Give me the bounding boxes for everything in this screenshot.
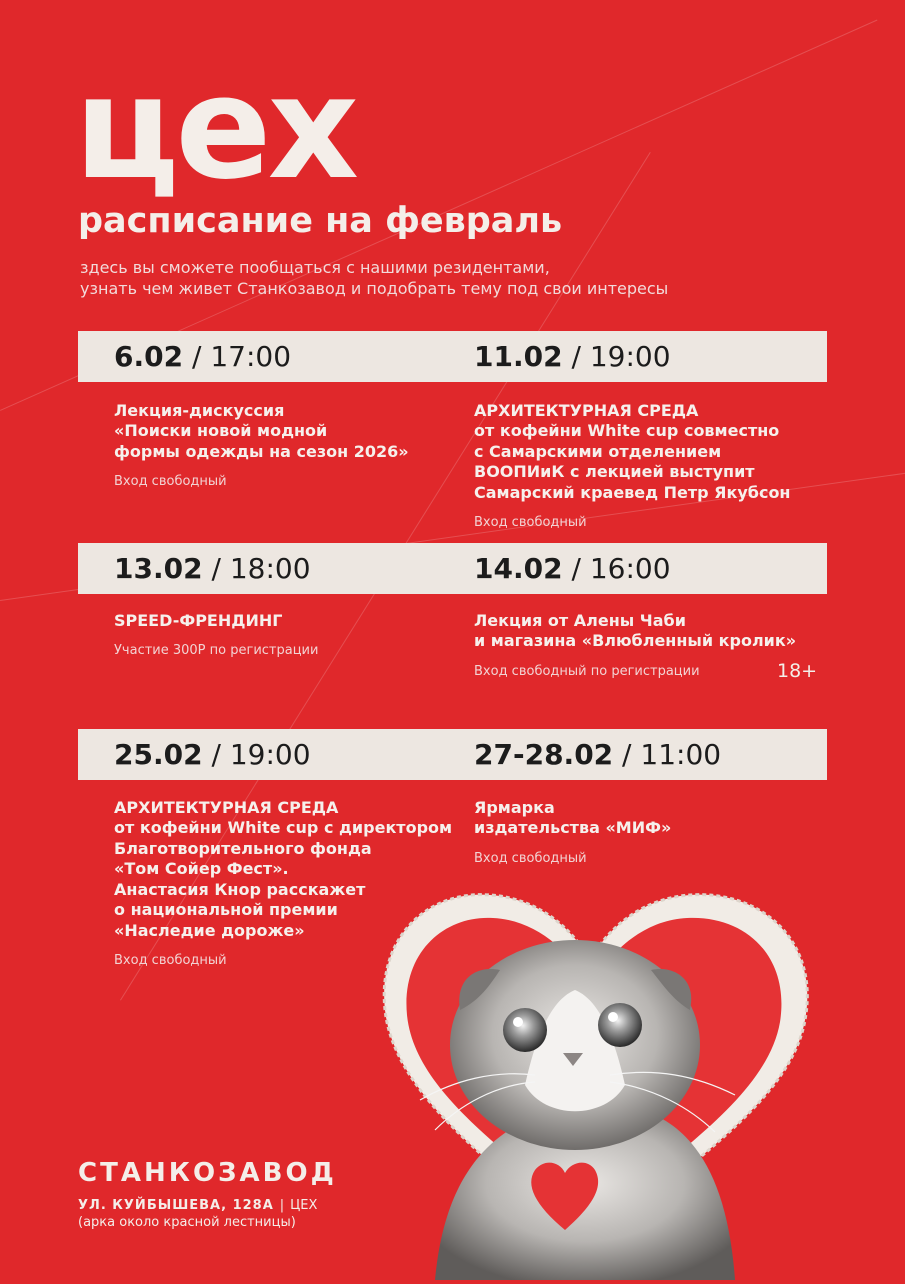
schedule-subtitle: расписание на февраль xyxy=(78,201,563,241)
intro-text: здесь вы сможете пообщаться с нашими резидентами, узнать чем живет Станкозавод и подобрать тему под свои интересы xyxy=(80,258,669,298)
event-entry-note: Вход свободный по регистрации xyxy=(474,663,700,679)
cat-eye xyxy=(503,1008,547,1052)
age-rating-badge: 18+ xyxy=(777,660,818,682)
event-time: / 16:00 xyxy=(562,552,671,585)
brand-title: цех xyxy=(74,46,356,211)
event-card xyxy=(114,611,454,659)
event-title: Лекция от Алены Чаби и магазина «Влюбленный кролик» xyxy=(474,611,797,651)
event-datetime xyxy=(114,729,311,780)
event-card xyxy=(474,798,814,867)
event-date: 11.02 xyxy=(474,340,563,373)
event-date: 25.02 xyxy=(114,738,203,771)
event-entry-note: Вход свободный xyxy=(114,953,227,969)
event-date: 6.02 xyxy=(114,340,184,373)
address xyxy=(78,1198,317,1232)
event-date: 13.02 xyxy=(114,552,203,585)
event-datetime xyxy=(114,543,311,594)
event-time: / 18:00 xyxy=(202,552,311,585)
footer-brand: СТАНКОЗАВОД xyxy=(78,1158,337,1188)
address-separator: | xyxy=(279,1198,285,1213)
event-datetime xyxy=(474,729,721,780)
address-place: ЦЕХ xyxy=(290,1198,318,1213)
event-date: 27-28.02 xyxy=(474,738,614,771)
event-entry-note: Участие 300Р по регистрации xyxy=(114,643,319,659)
event-title: АРХИТЕКТУРНАЯ СРЕДА от кофейни White cup с директором Благотворительного фонда «Том Сойер Фест». Анастасия Кнор расскажет о национальной премии «Наследие дороже» xyxy=(114,798,453,940)
event-date: 14.02 xyxy=(474,552,563,585)
event-time: / 19:00 xyxy=(562,340,671,373)
event-title: Лекция-дискуссия «Поиски новой модной формы одежды на сезон 2026» xyxy=(114,401,409,461)
event-datetime xyxy=(474,543,671,594)
event-time: / 11:00 xyxy=(613,738,722,771)
event-datetime xyxy=(114,331,291,382)
address-hint: (арка около красной лестницы) xyxy=(78,1214,296,1230)
event-entry-note: Вход свободный xyxy=(474,515,587,531)
event-entry-note: Вход свободный xyxy=(114,474,227,490)
cat-eye xyxy=(598,1003,642,1047)
event-card xyxy=(114,401,454,490)
cat-heart-icon xyxy=(375,870,905,1280)
event-title: АРХИТЕКТУРНАЯ СРЕДА от кофейни White cup совместно с Самарскими отделением ВООПИиК с лекцией выступит Самарский краевед Петр Якубсон xyxy=(474,401,791,502)
event-time: / 17:00 xyxy=(183,340,292,373)
cat-in-heart-frame-illustration xyxy=(375,870,905,1280)
event-entry-note: Вход свободный xyxy=(474,850,587,866)
event-datetime xyxy=(474,331,671,382)
event-card xyxy=(474,611,814,680)
address-street: УЛ. КУЙБЫШЕВА, 128А xyxy=(78,1198,274,1213)
event-card xyxy=(474,401,814,531)
event-title: SPEED-ФРЕНДИНГ xyxy=(114,611,283,630)
event-time: / 19:00 xyxy=(202,738,311,771)
event-title: Ярмарка издательства «МИФ» xyxy=(474,798,672,838)
